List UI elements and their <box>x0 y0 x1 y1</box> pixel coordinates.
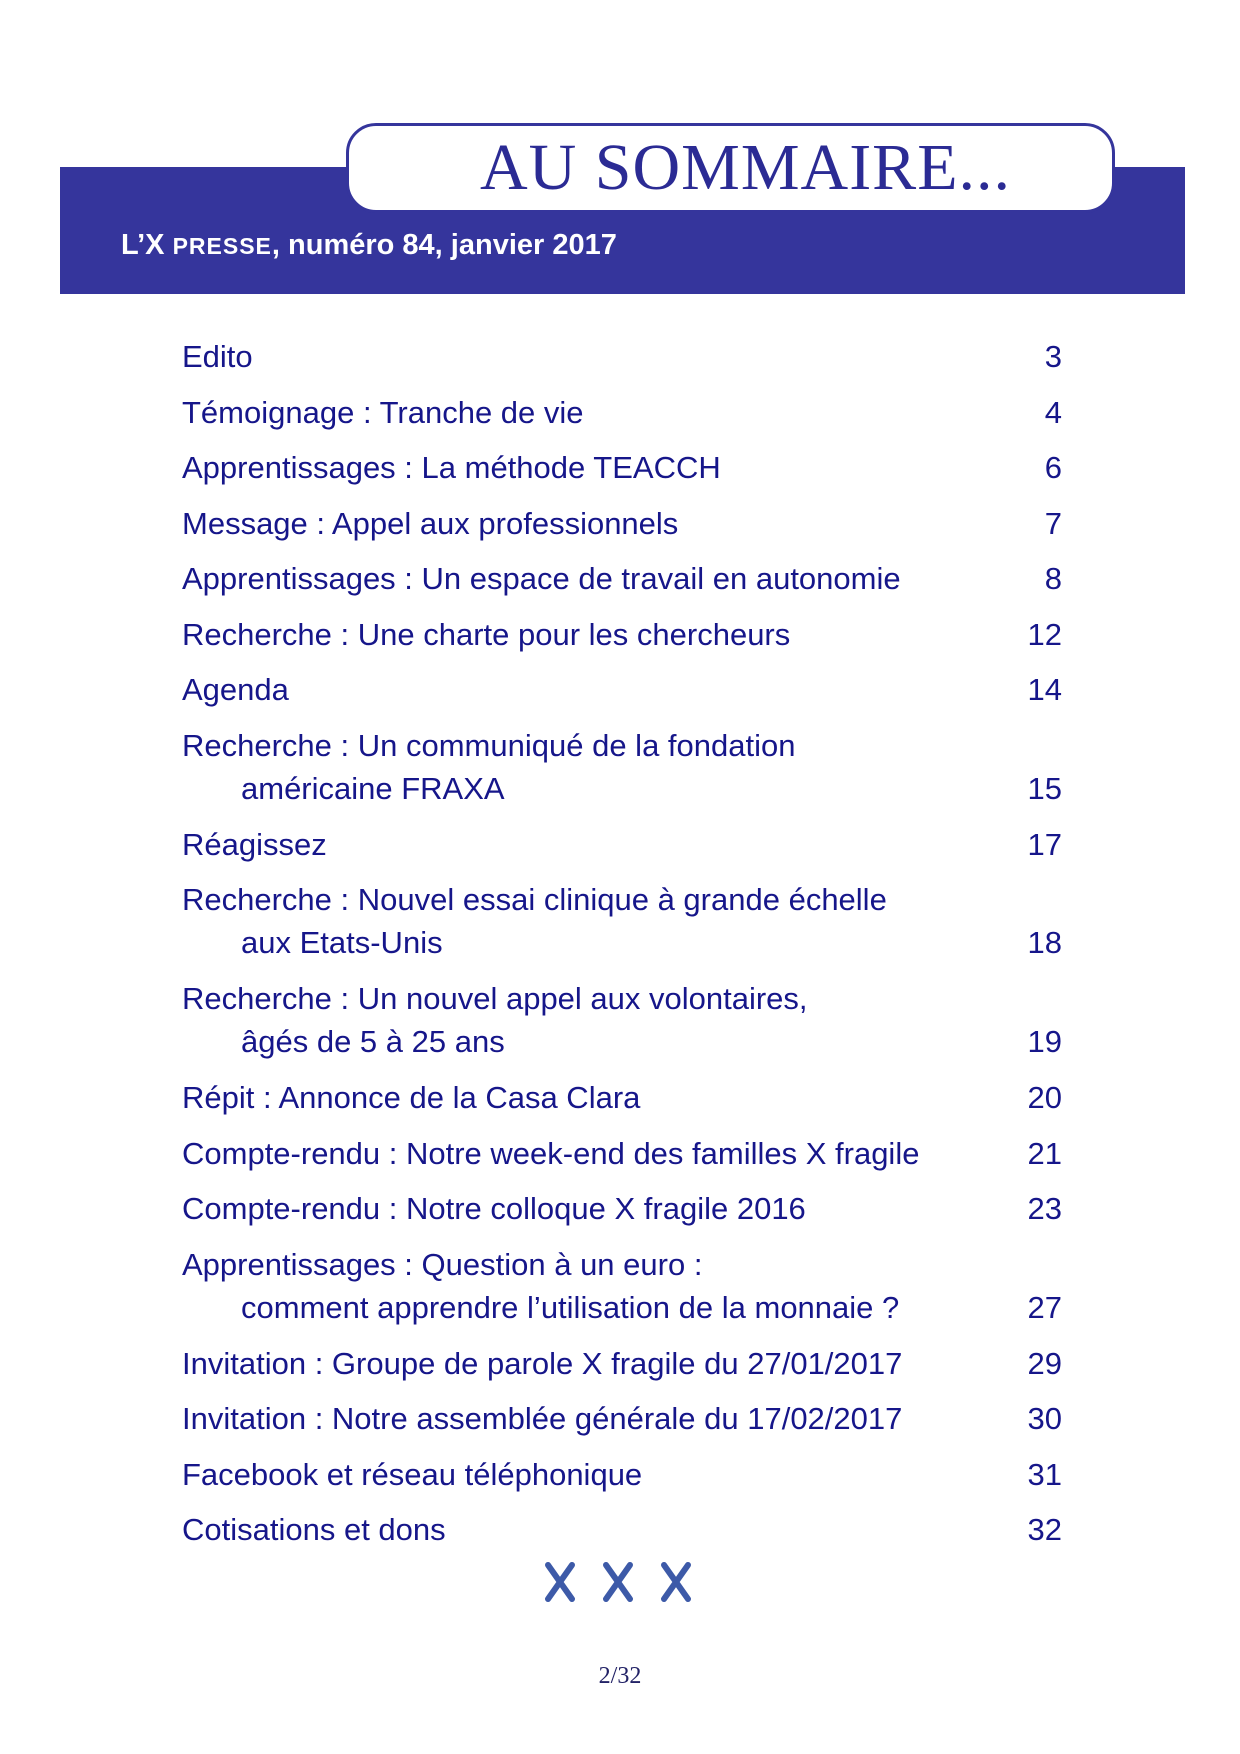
toc-entry <box>182 1453 1062 1496</box>
toc-entry <box>182 335 1062 378</box>
toc-entry-page: 7 <box>1044 505 1062 541</box>
toc-entry <box>182 1508 1062 1551</box>
toc-entry-title-continued: aux Etats-Unis <box>241 925 443 960</box>
toc-entry-title: Edito <box>182 339 253 374</box>
toc-entry-title-continued: américaine FRAXA <box>241 770 505 806</box>
toc-entry-page: 15 <box>1027 770 1062 806</box>
toc-entry <box>182 977 1062 1063</box>
toc-entry-page: 3 <box>1044 339 1062 374</box>
toc-entry-title: Répit : Annonce de la Casa Clara <box>182 1080 641 1115</box>
toc-entry-title: Recherche : Une charte pour les chercheurs <box>182 616 791 652</box>
toc-entry <box>182 557 1062 600</box>
toc-entry-page: 19 <box>1027 1024 1062 1059</box>
toc-entry-page: 4 <box>1044 394 1062 430</box>
toc-entry-title: Apprentissages : Question à un euro : <box>182 1246 703 1282</box>
toc-entry <box>182 724 1062 810</box>
toc-entry-page: 30 <box>1027 1401 1062 1436</box>
toc-entry-title: Cotisations et dons <box>182 1512 446 1547</box>
toc-entry-title-continued: comment apprendre l’utilisation de la monnaie ? <box>241 1289 900 1325</box>
toc-entry-page: 21 <box>1027 1135 1062 1171</box>
toc-entry-title: Témoignage : Tranche de vie <box>182 394 584 430</box>
toc-entry <box>182 1243 1062 1329</box>
toc-entry <box>182 1187 1062 1230</box>
subtitle-prefix: L’X <box>121 229 173 261</box>
toc-entry-title: Compte-rendu : Notre colloque X fragile 2016 <box>182 1191 806 1226</box>
toc-entry <box>182 878 1062 964</box>
toc-entry <box>182 1342 1062 1385</box>
toc-entry <box>182 391 1062 434</box>
toc-entry-title: Réagissez <box>182 826 327 862</box>
toc-entry-title: Invitation : Notre assemblée générale du 17/02/2017 <box>182 1401 903 1436</box>
toc-entry <box>182 1397 1062 1440</box>
toc-entry-title: Recherche : Un communiqué de la fondation <box>182 727 796 763</box>
toc-entry <box>182 1132 1062 1175</box>
title-box <box>346 123 1115 213</box>
toc-entry-title: Facebook et réseau téléphonique <box>182 1456 643 1492</box>
toc-entry <box>182 613 1062 656</box>
toc-entry-page: 32 <box>1027 1512 1062 1547</box>
toc-entry <box>182 1076 1062 1119</box>
toc-entry-page: 6 <box>1044 450 1062 485</box>
toc-entry <box>182 823 1062 866</box>
toc-entry-page: 31 <box>1027 1456 1062 1492</box>
toc-entry-title: Apprentissages : Un espace de travail en autonomie <box>182 561 901 596</box>
toc-entry-title: Message : Appel aux professionnels <box>182 505 679 541</box>
toc-entry <box>182 502 1062 545</box>
toc-entry-page: 18 <box>1027 925 1062 960</box>
toc-entry-title: Agenda <box>182 672 289 707</box>
toc-entry-title: Invitation : Groupe de parole X fragile du 27/01/2017 <box>182 1345 903 1381</box>
page-number: 2/32 <box>598 1663 642 1689</box>
toc-entry-page: 14 <box>1027 672 1062 707</box>
toc-entry-title: Recherche : Un nouvel appel aux volontaires, <box>182 981 808 1016</box>
toc-entry <box>182 668 1062 711</box>
toc-entry-page: 17 <box>1027 826 1062 862</box>
issue-subtitle <box>121 229 617 262</box>
three-x-marks-icon <box>542 1557 697 1607</box>
toc-entry <box>182 446 1062 489</box>
toc-entry-page: 8 <box>1044 561 1062 596</box>
toc-entry-page: 20 <box>1027 1080 1062 1115</box>
toc-entry-page: 29 <box>1027 1345 1062 1381</box>
page-title: AU SOMMAIRE... <box>479 131 1012 204</box>
toc-entry-title: Recherche : Nouvel essai clinique à grande échelle <box>182 882 887 917</box>
toc-entry-page: 12 <box>1027 616 1062 652</box>
toc-entry-page: 23 <box>1027 1191 1062 1226</box>
subtitle-smallcaps: PRESSE <box>172 233 272 259</box>
toc-entry-title-continued: âgés de 5 à 25 ans <box>241 1024 505 1059</box>
subtitle-suffix: , numéro 84, janvier 2017 <box>271 229 617 261</box>
toc-entry-title: Apprentissages : La méthode TEACCH <box>182 450 721 485</box>
toc-entry-title: Compte-rendu : Notre week-end des familles X fragile <box>182 1135 920 1171</box>
toc-entry-page: 27 <box>1027 1289 1062 1325</box>
